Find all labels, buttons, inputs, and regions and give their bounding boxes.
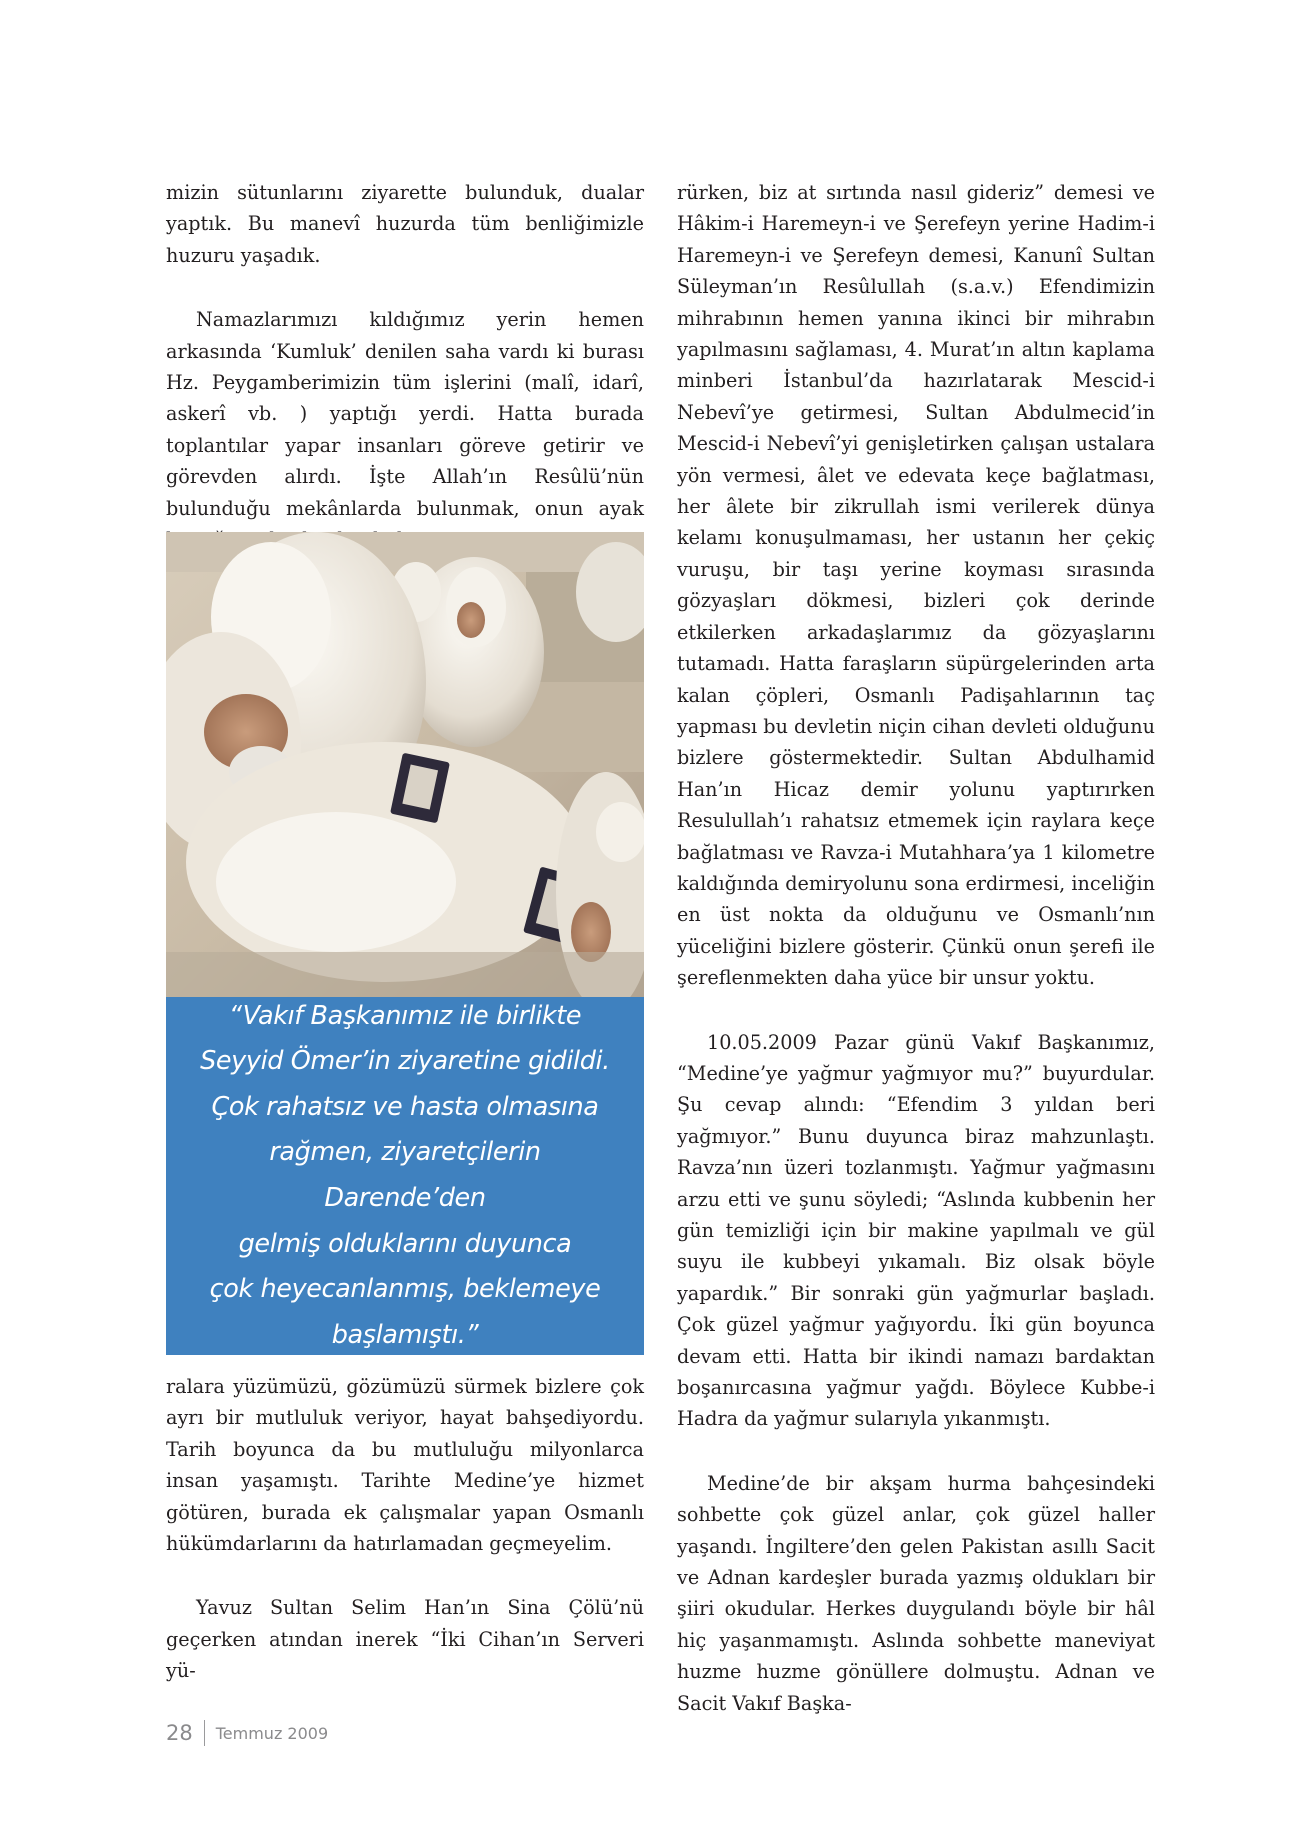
pull-quote-line: Seyyid Ömer’in ziyaretine gidildi. — [200, 1046, 610, 1077]
paragraph: Medine’de bir akşam hurma bahçesindeki sohbette çok güzel anlar, çok güzel haller yaşandı. İngiltere’den gelen Pakistan asıllı Sacit ve Adnan kardeşler burada yazmış oldukları bir şiiri okudular. Herkes duygulandı böyle bir hâl hiç yaşanmamıştı. Aslında sohbette maneviyat huzme huzme gönüllere dolmuştu. Adnan ve Sacit Vakıf Başka- — [677, 1471, 1155, 1715]
paragraph: Yavuz Sultan Selim Han’ın Sina Çölü’nü geçerken atından inerek “İki Cihan’ın Serveri yü- — [166, 1596, 644, 1683]
pull-quote-line: çok heyecanlanmış, beklemeye — [209, 1274, 601, 1305]
left-column-top — [166, 177, 644, 555]
page-footer — [166, 1720, 328, 1746]
pull-quote-box — [166, 997, 644, 1355]
paragraph: 10.05.2009 Pazar günü Vakıf Başkanımız, “Medine’ye yağmur yağmıyor mu?” buyurdular. Şu cevap alındı: “Efendim 3 yıldan beri yağmıyor.” Bunu duyunca biraz mahzunlaştı. Ravza’nın üzeri tozlanmıştı. Yağmur yağmasını arzu etti ve şunu söyledi; “Aslında kubbenin her gün temizliği için bir makine yapılmalı ve gül suyu ile kubbeyi yıkamalı. Biz olsak böyle yapardık.” Bir sonraki gün yağmurlar başladı. Çok güzel yağmur yağıyordu. İki gün boyunca devam etti. Hatta bir ikindi namazı bardaktan boşanırcasına yağmur yağdı. Böylece Kubbe-i Hadra da yağmur sularıyla yıkanmıştı. — [677, 1030, 1155, 1431]
paragraph: rürken, biz at sırtında nasıl gideriz” demesi ve Hâkim-i Haremeyn-i ve Şerefeyn yerine Hadim-i Haremeyn-i ve Şerefeyn demesi, Kanunî Sultan Süleyman’ın Resûlullah (s.a.v.) Efendimizin mihrabının hemen yanına ikinci bir mihrabın yapılmasını sağlaması, 4. Murat’ın altın kaplama minberi İstanbul’da hazırlatarak Mescid-i Nebevî’ye getirmesi, Sultan Abdulmecid’in Mescid-i Nebevî’yi genişletirken çalışan ustalara yön vermesi, âlet ve edevata keçe bağlatması, her âlete bir zikrullah ismi verilerek dünya kelamı konuşulmaması, her ustanın her çekiç vuruşu, bir taşı yerine koyması sırasında gözyaşları dökmesi, bizleri çok derinde etkilerken arkadaşlarımız da gözyaşlarını tutamadı. Hatta faraşların süpürgelerinden arta kalan çöpleri, Osmanlı Padişahlarının taç yapması bu devletin niçin cihan devleti olduğunu bizlere göstermektedir. Sultan Abdulhamid Han’ın Hicaz demir yolunu yaptırırken Resulullah’ı rahatsız etmemek için raylara keçe bağlatması ve Ravza-i Mutahhara’ya 1 kilometre kaldığında demiryolunu sona erdirmesi, inceliğin en üst nokta da olduğunu ve Osmanlı’nın yüceliğini bizlere gösterir. Çünkü onun şerefi ile şereflenmekten daha yüce bir unsur yoktu. — [677, 181, 1155, 990]
issue-date: Temmuz 2009 — [215, 1723, 329, 1743]
paragraph: Namazlarımızı kıldığımız yerin hemen arkasında ‘Kumluk’ denilen saha vardı ki burası Hz. Peygamberimizin tüm işlerini (malî, idarî, askerî vb. ) yaptığı yerdi. Hatta burada toplantılar yapar insanları göreve getirir ve görevden alırdı. İşte Allah’ın Resûlü’nün bulunduğu mekânlarda bulunmak, onun ayak — [166, 308, 644, 520]
pull-quote — [190, 994, 620, 1359]
pilgrims-photo — [166, 532, 644, 997]
pull-quote-line: “Vakıf Başkanımız ile birlikte — [228, 1000, 582, 1031]
left-column-bottom — [166, 1371, 644, 1687]
right-column — [677, 177, 1155, 1719]
pull-quote-line: başlamıştı.” — [331, 1319, 479, 1350]
paragraph: mizin sütunlarını ziyarette bulunduk, dualar yaptık. Bu manevî huzurda tüm benliğimizle huzuru yaşadık. — [166, 181, 644, 267]
pull-quote-line: gelmiş olduklarını duyunca — [238, 1228, 572, 1259]
paragraph: ralara yüzümüzü, gözümüzü sürmek bizlere çok ayrı bir mutluluk veriyor, hayat bahşediyordu. Tarih boyunca da bu mutluluğu milyonlarca insan yaşamıştı. Tarihte Medine’ye hizmet götüren, burada ek çalışmalar yapan Osmanlı hükümdarlarını da hatırlamadan geçmeyelim. — [166, 1375, 644, 1556]
footer-divider — [204, 1720, 205, 1746]
page-number: 28 — [166, 1721, 193, 1745]
pull-quote-line: rağmen, ziyaretçilerin Darende’den — [269, 1137, 541, 1213]
pull-quote-line: Çok rahatsız ve hasta olmasına — [211, 1091, 599, 1122]
